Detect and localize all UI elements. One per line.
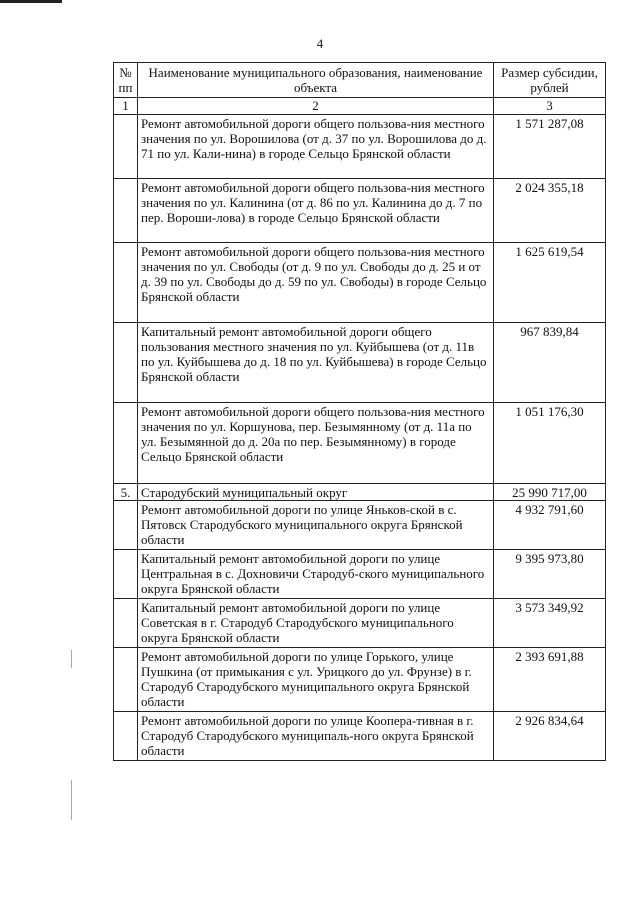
header-amount: Размер субсидии, рублей — [494, 63, 606, 98]
subsidy-amount: 1 571 287,08 — [494, 114, 606, 178]
row-number — [114, 114, 138, 178]
row-number — [114, 598, 138, 647]
object-name: Ремонт автомобильной дороги по улице Коопера-тивная в г. Стародуб Стародубского муниципаль-ного округа Брянской области — [138, 711, 494, 760]
column-number: 1 — [114, 98, 138, 114]
table-row — [114, 178, 606, 242]
header-number: № пп — [114, 63, 138, 98]
object-name: Ремонт автомобильной дороги по улице Горького, улице Пушкина (от примыкания с ул. Урицкого до ул. Фрунзе) в г. Стародуб Стародубского муниципального округа Брянской области — [138, 647, 494, 711]
margin-mark — [71, 650, 72, 668]
table-row — [114, 500, 606, 549]
table-row — [114, 322, 606, 402]
table-row — [114, 114, 606, 178]
row-number — [114, 500, 138, 549]
object-name: Ремонт автомобильной дороги общего пользова-ния местного значения по ул. Калинина (от д. 86 по ул. Калинина до д. 7 по пер. Вороши-лова) в городе Сельцо Брянской области — [138, 178, 494, 242]
subsidy-amount: 2 393 691,88 — [494, 647, 606, 711]
row-number — [114, 242, 138, 322]
subsidy-amount: 9 395 973,80 — [494, 549, 606, 598]
subsidy-table — [113, 62, 606, 761]
subsidy-amount: 4 932 791,60 — [494, 500, 606, 549]
column-number: 2 — [138, 98, 494, 114]
page-number: 4 — [316, 36, 324, 51]
column-number: 3 — [494, 98, 606, 114]
subsidy-amount: 1 625 619,54 — [494, 242, 606, 322]
subsidy-amount: 3 573 349,92 — [494, 598, 606, 647]
column-number-row — [114, 98, 606, 114]
subsidy-amount: 2 926 834,64 — [494, 711, 606, 760]
row-number — [114, 711, 138, 760]
row-number — [114, 322, 138, 402]
table-row — [114, 242, 606, 322]
row-number — [114, 647, 138, 711]
margin-mark — [71, 780, 72, 820]
subsidy-amount: 967 839,84 — [494, 322, 606, 402]
row-number — [114, 178, 138, 242]
municipality-name: Стародубский муниципальный округ — [138, 483, 494, 500]
object-name: Капитальный ремонт автомобильной дороги общего пользования местного значения по ул. Куйбышева (от д. 11в по ул. Куйбышева до д. 18 по ул. Куйбышева) в городе Сельцо Брянской области — [138, 322, 494, 402]
subsidy-amount: 2 024 355,18 — [494, 178, 606, 242]
table-row — [114, 549, 606, 598]
table-row — [114, 402, 606, 483]
object-name: Ремонт автомобильной дороги общего пользова-ния местного значения по ул. Свободы (от д. 9 по ул. Свободы до д. 25 и от д. 39 по ул. Свободы до д. 59 по ул. Свободы) в городе Сельцо Брянской области — [138, 242, 494, 322]
table-row — [114, 598, 606, 647]
top-rule — [0, 0, 62, 3]
object-name: Ремонт автомобильной дороги общего пользова-ния местного значения по ул. Коршунова, пер. Безымянному (от д. 11а по ул. Безымянной до д. 20а по пер. Безымянному) в городе Сельцо Брянской области — [138, 402, 494, 483]
row-number: 5. — [114, 483, 138, 500]
object-name: Ремонт автомобильной дороги общего пользова-ния местного значения по ул. Ворошилова (от д. 37 по ул. Ворошилова до д. 71 по ул. Кали-нина) в городе Сельцо Брянской области — [138, 114, 494, 178]
subsidy-amount: 1 051 176,30 — [494, 402, 606, 483]
table-header-row — [114, 63, 606, 98]
municipality-row — [114, 483, 606, 500]
table-row — [114, 647, 606, 711]
row-number — [114, 549, 138, 598]
subsidy-amount: 25 990 717,00 — [494, 483, 606, 500]
object-name: Капитальный ремонт автомобильной дороги по улице Советская в г. Стародуб Стародубского муниципального округа Брянской области — [138, 598, 494, 647]
table-row — [114, 711, 606, 760]
row-number — [114, 402, 138, 483]
object-name: Ремонт автомобильной дороги по улице Яньков-ской в с. Пятовск Стародубского муниципального округа Брянской области — [138, 500, 494, 549]
object-name: Капитальный ремонт автомобильной дороги по улице Центральная в с. Дохновичи Стародуб-ского муниципального округа Брянской области — [138, 549, 494, 598]
header-name: Наименование муниципального образования, наименование объекта — [138, 63, 494, 98]
